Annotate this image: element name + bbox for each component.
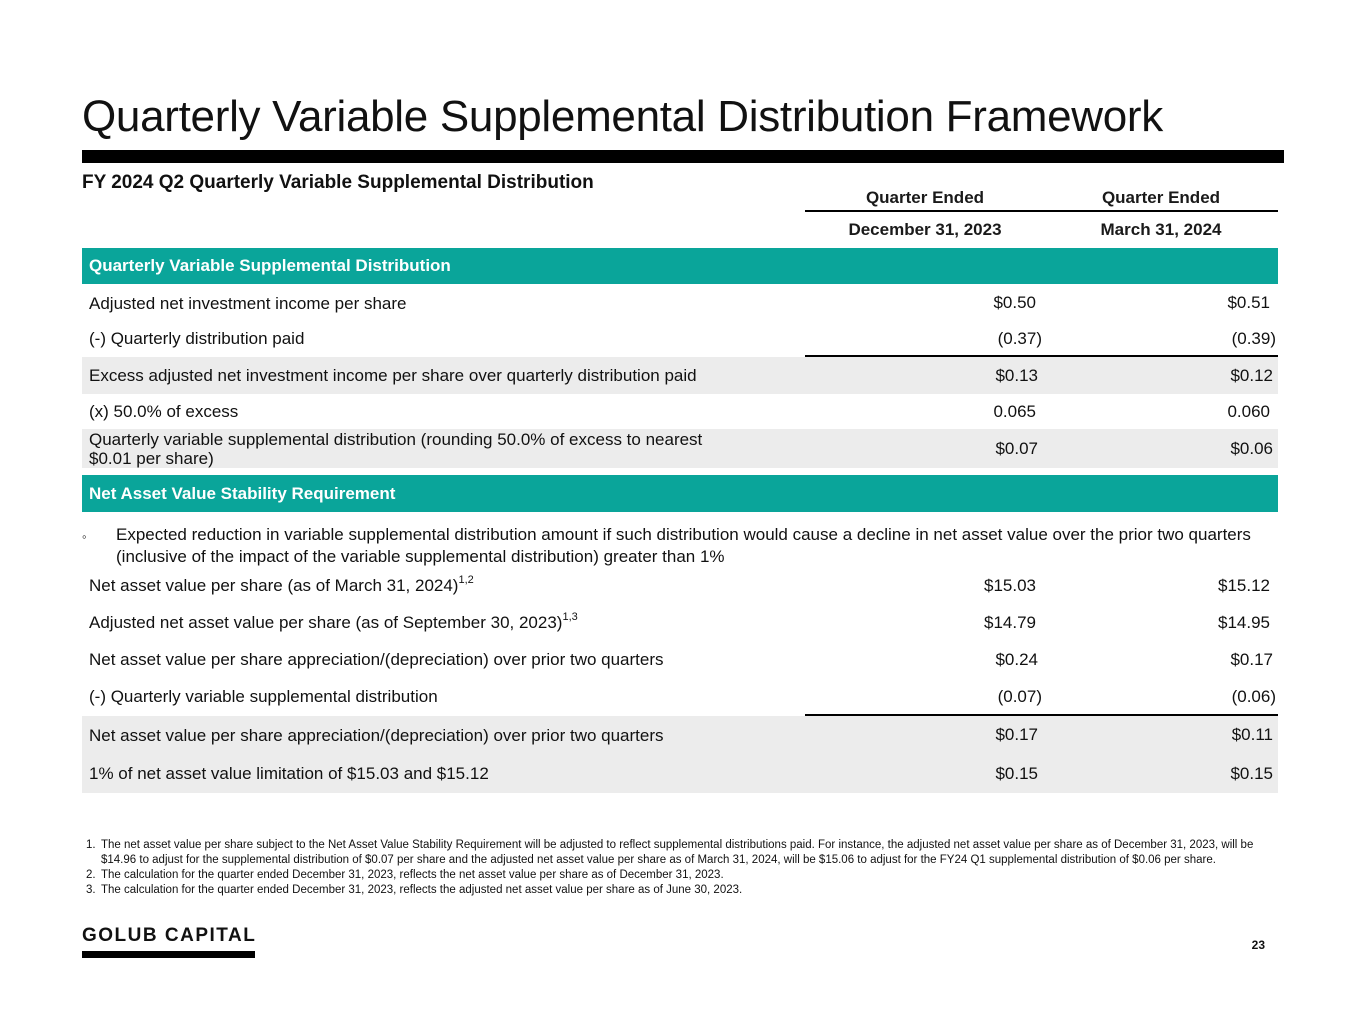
row-label-line2: $0.01 per share) [89, 448, 214, 468]
row-label: Net asset value per share appreciation/(depreciation) over prior two quarters [89, 650, 664, 669]
row-value-mar-2024: (0.39) [1231, 328, 1276, 348]
row-label: Net asset value per share appreciation/(depreciation) over prior two quarters [89, 725, 664, 745]
col2-header-line1: Quarter Ended [1101, 188, 1221, 207]
table-subtitle: FY 2024 Q2 Quarterly Variable Supplemental Distribution [82, 172, 594, 193]
row-value-mar-2024: $0.51 [1227, 293, 1270, 312]
row-label-line1: Quarterly variable supplemental distribution (rounding 50.0% of excess to nearest [89, 429, 703, 449]
row-value-mar-2024: 0.060 [1227, 401, 1270, 421]
table-row [82, 754, 1278, 793]
footnotes [86, 838, 1271, 898]
row-label: Excess adjusted net investment income per share over quarterly distribution paid [89, 366, 697, 385]
table-row [82, 604, 1278, 641]
page-number: 23 [1251, 938, 1265, 952]
row-value-dec-2023: (0.37) [997, 328, 1042, 348]
row-value-dec-2023: $0.07 [995, 438, 1038, 458]
row-label: Adjusted net investment income per share [89, 293, 407, 313]
row-value-mar-2024: $0.17 [1230, 649, 1273, 669]
row-label: (-) Quarterly variable supplemental distribution [89, 687, 438, 706]
row-value-mar-2024: $0.12 [1230, 365, 1273, 385]
row-value-dec-2023: $0.17 [995, 725, 1038, 744]
row-value-mar-2024: $0.15 [1230, 763, 1273, 783]
col2-header-line2: March 31, 2024 [1100, 220, 1222, 239]
row-label-text: Adjusted net asset value per share (as of September 30, 2023) [89, 613, 563, 632]
footnote-number: 2. [86, 869, 96, 881]
table-row [82, 321, 1278, 356]
col1-header-line2: December 31, 2023 [848, 220, 1002, 239]
row-value-mar-2024: $15.12 [1218, 575, 1270, 595]
row-value-dec-2023: $0.13 [995, 365, 1038, 385]
section-header-nav-stability: Net Asset Value Stability Requirement [82, 475, 1278, 512]
row-label: (x) 50.0% of excess [89, 402, 239, 421]
row-label: Adjusted net asset value per share (as of September 30, 2023) $^{1,3}$ [89, 610, 578, 632]
row-value-mar-2024: $0.11 [1231, 725, 1273, 744]
row-value-mar-2024: $14.95 [1218, 612, 1270, 632]
row-value-dec-2023: $15.03 [984, 575, 1036, 595]
footnote-item [86, 868, 1271, 883]
row-value-dec-2023: 0.065 [993, 401, 1036, 421]
row-label-text: Net asset value per share (as of March 31, 2024) [89, 576, 459, 595]
table-row [82, 285, 1278, 321]
footnote-text: The calculation for the quarter ended December 31, 2023, reflects the adjusted net asset value per share as of June 30, 2023. [101, 884, 743, 896]
row-label: Net asset value per share (as of March 31, 2024) $^{1,2}$ [89, 573, 474, 595]
footnote-item [86, 883, 1271, 898]
table-row [82, 394, 1278, 429]
row-label: (-) Quarterly distribution paid [89, 329, 305, 348]
footnote-number: 3. [86, 884, 96, 896]
page-title: Quarterly Variable Supplemental Distribution Framework [82, 92, 1163, 141]
row-value-dec-2023: $14.79 [984, 612, 1036, 632]
table-row [82, 429, 1278, 468]
row-label [89, 429, 702, 468]
row-value-mar-2024: $0.06 [1230, 438, 1273, 458]
section-header-distribution: Quarterly Variable Supplemental Distribution [82, 248, 1278, 284]
table-row [82, 641, 1278, 678]
table-row [82, 357, 1278, 394]
table-row [82, 716, 1278, 754]
row-value-dec-2023: $0.24 [995, 649, 1038, 669]
row-value-mar-2024: (0.06) [1231, 686, 1276, 706]
row-value-dec-2023: $0.50 [993, 293, 1036, 312]
row-value-dec-2023: (0.07) [997, 686, 1042, 706]
bullet-note [82, 524, 1272, 568]
column-header-rule [805, 210, 1278, 212]
table-row [82, 567, 1278, 604]
footnote-text: The net asset value per share subject to the Net Asset Value Stability Requirement will be adjusted to reflect supplemental distributions paid. For instance, the adjusted net asset value per share as of December 31, 2023, will be $14.96 to adjust for the supplemental distribution of $0.07 per share and the adjusted net asset value per share as of March 31, 2024, will be $15.06 to adjust for the FY24 Q1 supplemental distribution of $0.06 per share. [101, 839, 1254, 866]
row-value-dec-2023: $0.15 [995, 763, 1038, 783]
row-label: 1% of net asset value limitation of $15.03 and $15.12 [89, 764, 489, 783]
company-logo: GOLUB CAPITAL [82, 925, 257, 946]
footnote-text: The calculation for the quarter ended December 31, 2023, reflects the net asset value per share as of December 31, 2023. [101, 869, 724, 881]
bullet-icon: ◦ [82, 529, 87, 544]
footnote-item [86, 838, 1271, 868]
bullet-text: Expected reduction in variable supplemental distribution amount if such distribution would cause a decline in net asset value over the prior two quarters (inclusive of the impact of the variable supplemental distribution) greater than 1% [116, 525, 1251, 566]
logo-underline [82, 951, 255, 958]
title-rule [82, 150, 1284, 163]
table-row [82, 678, 1278, 715]
col1-header-line1: Quarter Ended [865, 188, 985, 207]
footnote-number: 1. [86, 839, 96, 851]
